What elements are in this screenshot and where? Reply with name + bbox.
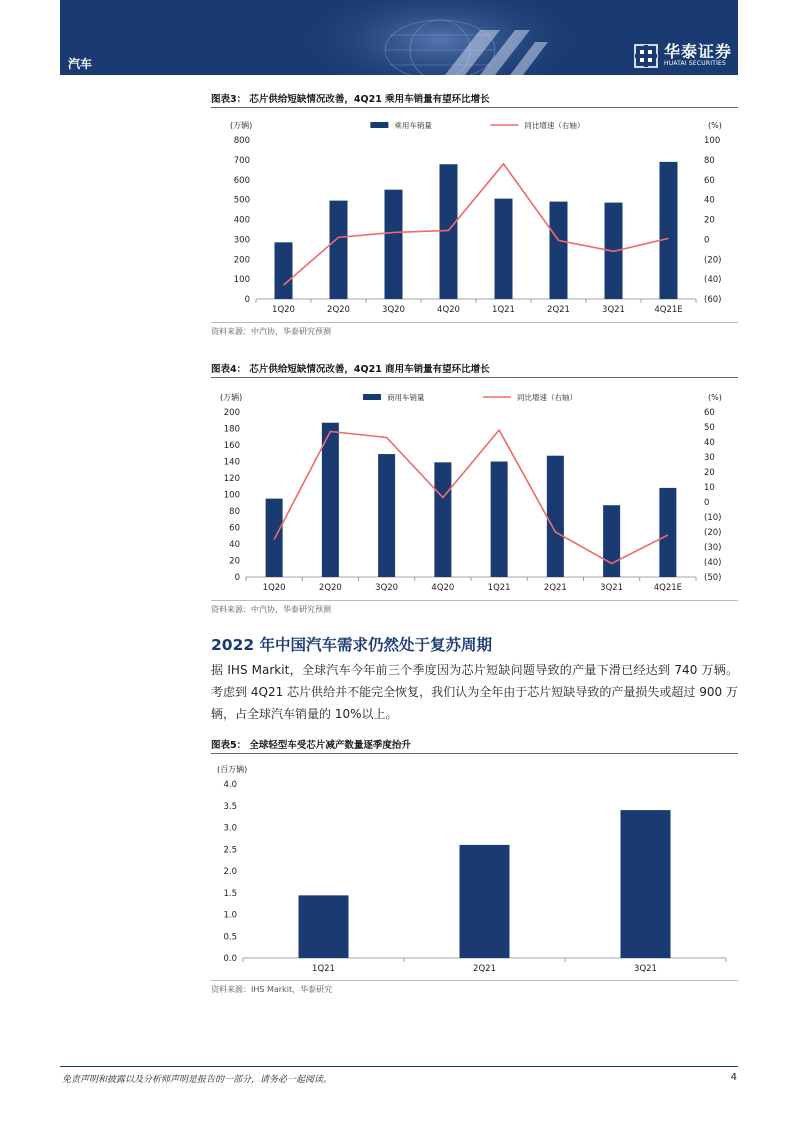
bar-1q21 [299,895,349,958]
legend-line-label: 同比增速（右轴） [524,121,585,130]
x-tick-label: 1Q21 [312,964,335,974]
y-right-tick-label: (40) [704,275,722,286]
y-left-tick-label: 100 [223,490,240,501]
figure-4-rule [211,600,738,601]
figure-5-chart [211,756,738,978]
x-tick-label: 1Q21 [492,305,515,315]
x-tick-label: 3Q21 [634,964,657,974]
y-left-tick-label: 300 [233,235,250,246]
y-left-tick-label: 160 [223,441,240,451]
y-right-tick-label: (20) [704,255,722,266]
y-left-tick-label: 3.0 [223,823,237,834]
y-right-tick-label: 20 [704,468,715,478]
y-right-tick-label: 40 [704,195,715,206]
y-left-tick-label: 100 [233,275,250,286]
x-tick-label: 3Q21 [602,305,625,315]
y-left-tick-label: 800 [233,136,250,146]
body-paragraph: 据 IHS Markit，全球汽车今年前三个季度因为芯片短缺问题导致的产量下滑已经达到 740 万辆。考虑到 4Q21 芯片供给并不能完全恢复，我们认为全年由于芯片短缺导致的产量损失或超过 900 万辆，占全球汽车销量的 10%以上。 [211,663,738,721]
page-number: 4 [730,1072,737,1083]
y-left-tick-label: 120 [223,474,240,484]
bar-3q20 [385,190,403,299]
y-right-tick-label: (30) [704,543,722,553]
figure-3-rule [211,322,738,323]
y-left-axis-label: (万辆) [230,121,253,130]
x-tick-label: 4Q21E [654,305,683,315]
legend-line-label: 同比增速（右轴） [517,393,577,402]
y-right-tick-label: (50) [704,573,722,583]
x-tick-label: 2Q21 [543,583,567,593]
x-tick-label: 4Q20 [431,583,455,593]
x-tick-label: 1Q20 [262,583,286,593]
y-right-tick-label: (60) [704,295,722,305]
y-left-tick-label: 0 [244,295,250,305]
bar-1q20 [275,242,293,299]
y-right-tick-label: 50 [704,423,715,433]
bar-2q21 [547,456,564,577]
bar-1q21 [491,462,508,578]
sector-label: 汽车 [68,57,93,71]
y-right-tick-label: (40) [704,558,722,568]
legend-bar-label: 商用车销量 [387,393,425,402]
bar-1q21 [495,199,513,299]
x-tick-label: 2Q21 [547,305,570,315]
y-right-tick-label: 60 [704,175,715,186]
figure-4-title: 图表4： 芯片供给短缺情况改善，4Q21 商用车销量有望环比增长 [211,362,738,378]
y-right-tick-label: 0 [704,498,710,508]
y-right-tick-label: 0 [704,235,710,246]
figure-3-title: 图表3： 芯片供给短缺情况改善，4Q21 乘用车销量有望环比增长 [211,92,738,108]
x-tick-label: 4Q20 [437,305,460,315]
y-left-tick-label: 0 [234,573,240,583]
figure-4-chart [211,382,738,597]
y-left-tick-label: 80 [229,507,240,517]
bar-2q21 [460,845,510,958]
y-left-tick-label: 600 [233,175,250,186]
header-band [60,0,738,75]
y-left-tick-label: 2.5 [223,845,237,856]
y-left-tick-label: 4.0 [223,780,237,790]
legend-bar-swatch [363,394,381,400]
y-right-tick-label: 60 [704,408,715,418]
figure-3-source: 资料来源：中汽协，华泰研究预测 [211,327,331,336]
x-tick-label: 4Q21E [653,583,683,593]
y-left-tick-label: 200 [233,255,250,266]
y-right-tick-label: 80 [704,155,715,166]
figure-4-source: 资料来源：中汽协，华泰研究预测 [211,605,331,614]
logo-text-cn: 华泰证券 [663,42,732,61]
y-left-tick-label: 180 [223,424,240,435]
figure-5-title: 图表5： 全球轻型车受芯片减产数量逐季度抬升 [211,738,738,754]
y-left-tick-label: 0.0 [223,954,237,964]
x-tick-label: 1Q20 [272,305,295,315]
figure-3-chart [211,112,738,320]
y-left-tick-label: 3.5 [223,801,237,812]
y-left-tick-label: 1.0 [223,910,237,921]
y-right-tick-label: 100 [704,136,721,146]
y-left-tick-label: 140 [223,457,240,468]
x-tick-label: 2Q21 [473,964,496,974]
bar-4q21e [660,162,678,299]
footer-disclaimer: 免责声明和披露以及分析师声明是报告的一部分，请务必一起阅读。 [62,1075,333,1085]
y-left-tick-label: 60 [229,523,240,534]
y-right-axis-label: (%) [708,393,722,402]
y-right-tick-label: 40 [704,438,715,448]
y-left-axis-label: (万辆) [220,393,243,402]
x-tick-label: 3Q20 [382,305,405,315]
y-left-tick-label: 40 [229,540,240,550]
y-left-axis-label: (百万辆) [217,765,248,774]
y-right-tick-label: 20 [704,215,715,226]
legend-bar-swatch [370,122,388,128]
logo-text-en: HUATAI SECURITIES [663,60,727,67]
bar-4q20 [434,462,451,577]
legend-bar-label: 乘用车销量 [394,121,432,130]
bar-2q20 [330,201,348,299]
bar-2q21 [550,202,568,299]
y-right-tick-label: 30 [704,453,715,463]
y-right-axis-label: (%) [708,121,722,130]
y-left-tick-label: 400 [233,215,250,226]
y-left-tick-label: 500 [233,195,250,206]
y-left-tick-label: 700 [233,155,250,166]
bar-3q21 [603,505,620,577]
bar-4q20 [440,164,458,299]
y-right-tick-label: (20) [704,528,722,538]
company-logo [634,42,732,70]
bar-2q20 [322,423,339,577]
y-left-tick-label: 20 [229,556,240,567]
x-tick-label: 2Q20 [318,583,342,593]
x-tick-label: 1Q21 [487,583,511,593]
bar-3q21 [621,810,671,958]
section-title: 2022 年中国汽车需求仍然处于复苏周期 [211,636,493,654]
x-tick-label: 2Q20 [327,305,350,315]
y-left-tick-label: 200 [223,408,240,418]
logo-icon [634,44,658,68]
x-tick-label: 3Q20 [375,583,399,593]
y-right-tick-label: (10) [704,513,722,523]
figure-5-source: 资料来源：IHS Markit，华泰研究 [211,985,333,994]
y-right-tick-label: 10 [704,483,715,493]
bar-3q20 [378,454,395,577]
x-tick-label: 3Q21 [600,583,624,593]
figure-5-rule [211,980,738,981]
bar-4q21e [659,488,676,577]
y-left-tick-label: 2.0 [223,867,237,877]
y-left-tick-label: 1.5 [223,888,237,899]
footer-rule [60,1066,738,1067]
y-left-tick-label: 0.5 [223,932,237,943]
